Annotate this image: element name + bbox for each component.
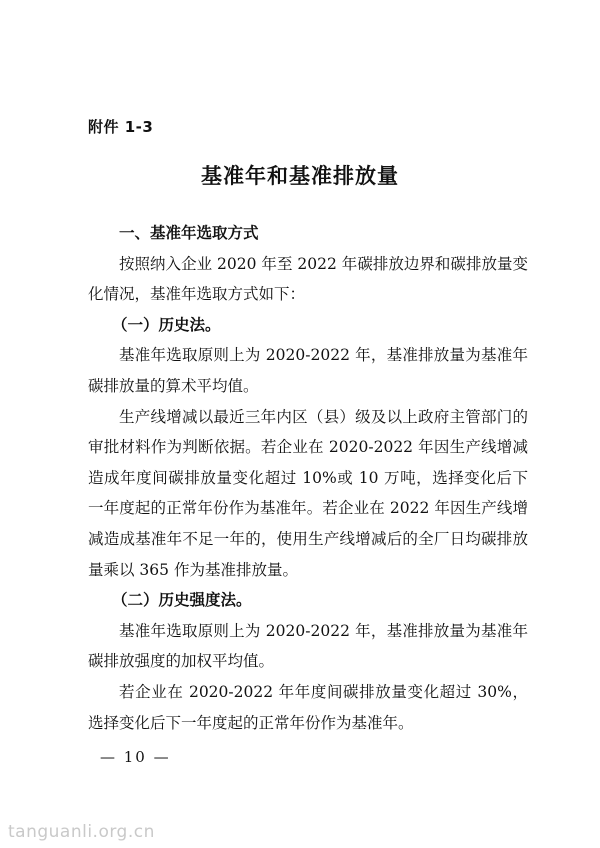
watermark: tanguanli.org.cn [8,822,155,842]
document-body [88,218,528,738]
paragraph-intro: 按照纳入企业 2020 年至 2022 年碳排放边界和碳排放量变化情况，基准年选取方式如下： [88,254,528,304]
paragraph-intensity-principle: 基准年选取原则上为 2020-2022 年，基准排放量为基准年碳排放强度的加权平均值。 [88,621,528,671]
subheading-history-method: （一）历史法。 [112,314,221,334]
section-heading: 一、基准年选取方式 [119,224,259,242]
page-number: — 10 — [100,748,171,766]
paragraph-intensity-change: 若企业在 2020-2022 年年度间碳排放量变化超过 30%，选择变化后下一年度起的正常年份作为基准年。 [88,682,528,732]
subheading-intensity-method: （二）历史强度法。 [112,590,252,610]
paragraph-production-line-change: 生产线增减以最近三年内区（县）级及以上政府主管部门的审批材料作为判断依据。若企业在 2020-2022 年因生产线增减造成年度间碳排放量变化超过 10%或 10 万吨，选择变化后下一年度起的正常年份作为基准年。若企业在 2022 年因生产线增减造成基准年不足一年的，使用生产线增减后的全厂日均碳排放量乘以 365 作为基准排放量。 [88,407,528,579]
attachment-label: 附件 1-3 [88,118,154,136]
document-title: 基准年和基准排放量 [201,164,399,188]
paragraph-history-principle: 基准年选取原则上为 2020-2022 年，基准排放量为基准年碳排放量的算术平均值。 [88,346,528,395]
